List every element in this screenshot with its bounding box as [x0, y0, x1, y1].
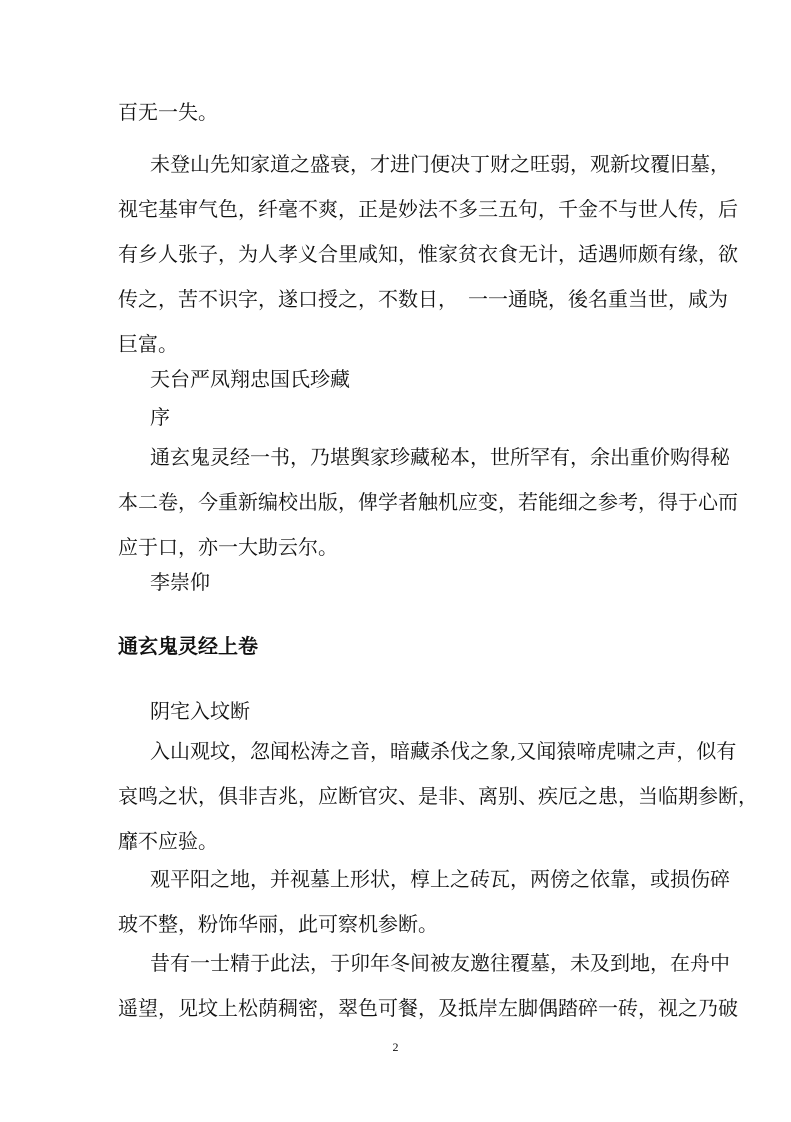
- paragraph-line: 玻不整，粉饰华丽，此可察机参断。: [118, 912, 438, 936]
- paragraph-line: 传之，苦不识字，遂口授之，不数日， 一一通晓，後名重当世，咸为: [118, 287, 728, 311]
- paragraph-line: 靡不应验。: [118, 829, 218, 853]
- paragraph-line: 观平阳之地，并视墓上形状，椁上之砖瓦，两傍之依靠，或损伤碎: [150, 867, 730, 891]
- paragraph-line: 应于口，亦一大助云尔。: [118, 535, 338, 559]
- paragraph-line: 入山观坟，忽闻松涛之音，暗藏杀伐之象,又闻猿啼虎啸之声，似有: [150, 739, 737, 763]
- paragraph-line: 巨富。: [118, 332, 178, 356]
- paragraph-line: 本二卷，今重新编校出版，俾学者触机应变，若能细之参考，得于心而: [118, 490, 738, 514]
- section-title: 阴宅入坟断: [150, 699, 250, 723]
- preface-author: 李崇仰: [150, 570, 210, 594]
- paragraph-line: 有乡人张子，为人孝义合里咸知，惟家贫衣食无计，适遇师颇有缘，欲: [118, 242, 738, 266]
- paragraph-line: 通玄鬼灵经一书，乃堪舆家珍藏秘本，世所罕有，余出重价购得秘: [150, 445, 730, 469]
- paragraph-line: 遥望，见坟上松荫稠密，翠色可餐，及抵岸左脚偶踏碎一砖，视之乃破: [118, 996, 738, 1020]
- page-number: 2: [392, 1040, 399, 1054]
- preface-title: 序: [150, 405, 170, 429]
- paragraph-line: 哀鸣之状，俱非吉兆，应断官灾、是非、离别、疾厄之患，当临期参断，: [118, 784, 758, 808]
- paragraph-line: 视宅基审气色，纤毫不爽，正是妙法不多三五句，千金不与世人传，后: [118, 197, 738, 221]
- volume-heading: 通玄鬼灵经上卷: [118, 634, 258, 658]
- paragraph-line: 昔有一士精于此法，于卯年冬间被友邀往覆墓，未及到地，在舟中: [150, 951, 730, 975]
- intro-closing-line: 百无一失。: [118, 100, 218, 124]
- collection-note: 天台严凤翔忠国氏珍藏: [150, 367, 350, 391]
- paragraph-line: 未登山先知家道之盛衰，才进门便决丁财之旺弱，观新坟覆旧墓，: [150, 152, 730, 176]
